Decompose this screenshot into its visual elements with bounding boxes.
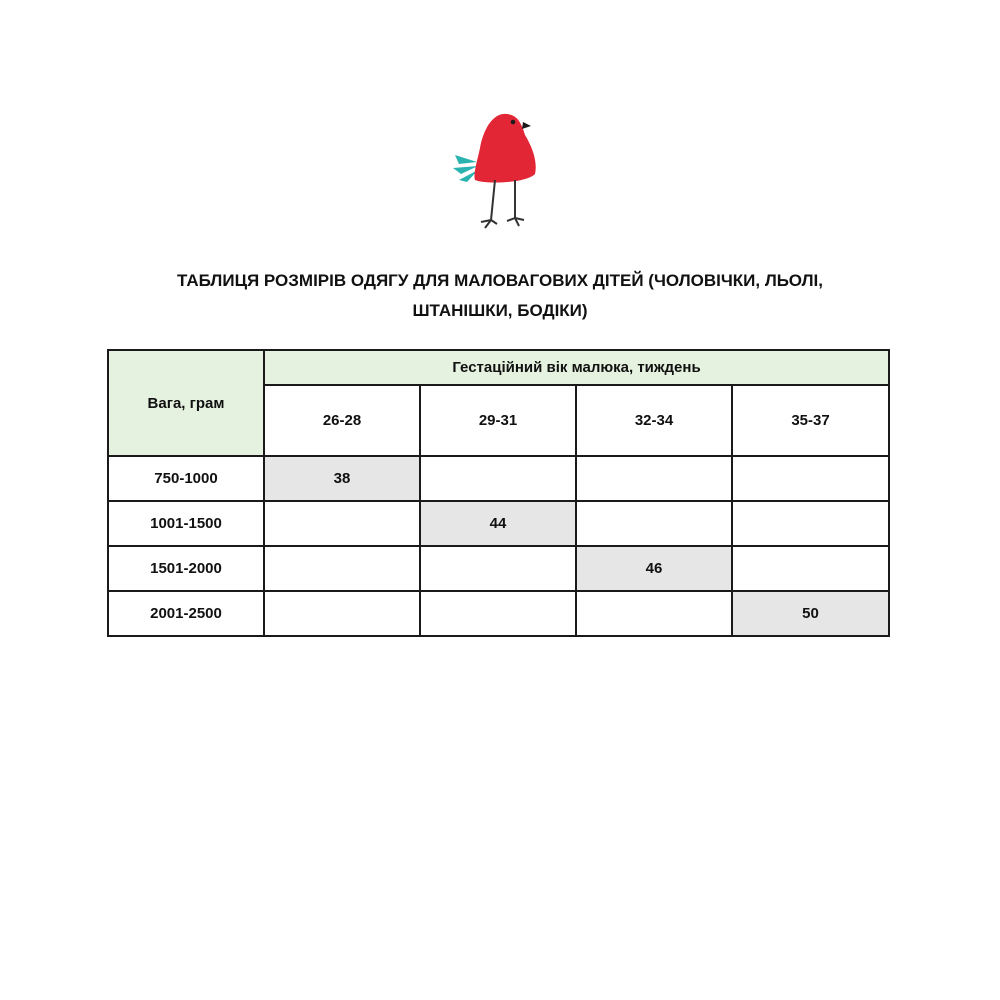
weight-cell: 1001-1500	[108, 501, 264, 546]
size-cell: 38	[264, 456, 420, 501]
title-line-2: ШТАНІШКИ, БОДІКИ)	[412, 301, 588, 320]
table-row	[108, 546, 889, 591]
column-header: 26-28	[264, 385, 420, 456]
size-cell	[732, 501, 889, 546]
size-cell	[420, 546, 576, 591]
table-header-row	[108, 350, 889, 385]
gestational-age-header: Гестаційний вік малюка, тиждень	[264, 350, 889, 385]
size-cell	[732, 546, 889, 591]
size-cell	[576, 456, 732, 501]
title-line-1: ТАБЛИЦЯ РОЗМІРІВ ОДЯГУ ДЛЯ МАЛОВАГОВИХ ДІТЕЙ (ЧОЛОВІЧКИ, ЛЬОЛІ,	[177, 271, 823, 290]
size-cell	[420, 456, 576, 501]
column-header: 35-37	[732, 385, 889, 456]
size-cell	[732, 456, 889, 501]
size-cell: 46	[576, 546, 732, 591]
page-title	[100, 266, 900, 326]
weight-cell: 1501-2000	[108, 546, 264, 591]
column-header: 29-31	[420, 385, 576, 456]
weight-cell: 2001-2500	[108, 591, 264, 636]
size-cell: 44	[420, 501, 576, 546]
logo	[445, 100, 545, 240]
size-cell: 50	[732, 591, 889, 636]
size-cell	[264, 591, 420, 636]
red-bird-logo-icon	[445, 100, 545, 240]
size-cell	[264, 546, 420, 591]
size-table	[107, 349, 890, 637]
column-header: 32-34	[576, 385, 732, 456]
table-row	[108, 501, 889, 546]
table-row	[108, 591, 889, 636]
weight-cell: 750-1000	[108, 456, 264, 501]
size-cell	[576, 591, 732, 636]
weight-header: Вага, грам	[108, 350, 264, 456]
size-cell	[576, 501, 732, 546]
size-cell	[264, 501, 420, 546]
table-row	[108, 456, 889, 501]
size-cell	[420, 591, 576, 636]
